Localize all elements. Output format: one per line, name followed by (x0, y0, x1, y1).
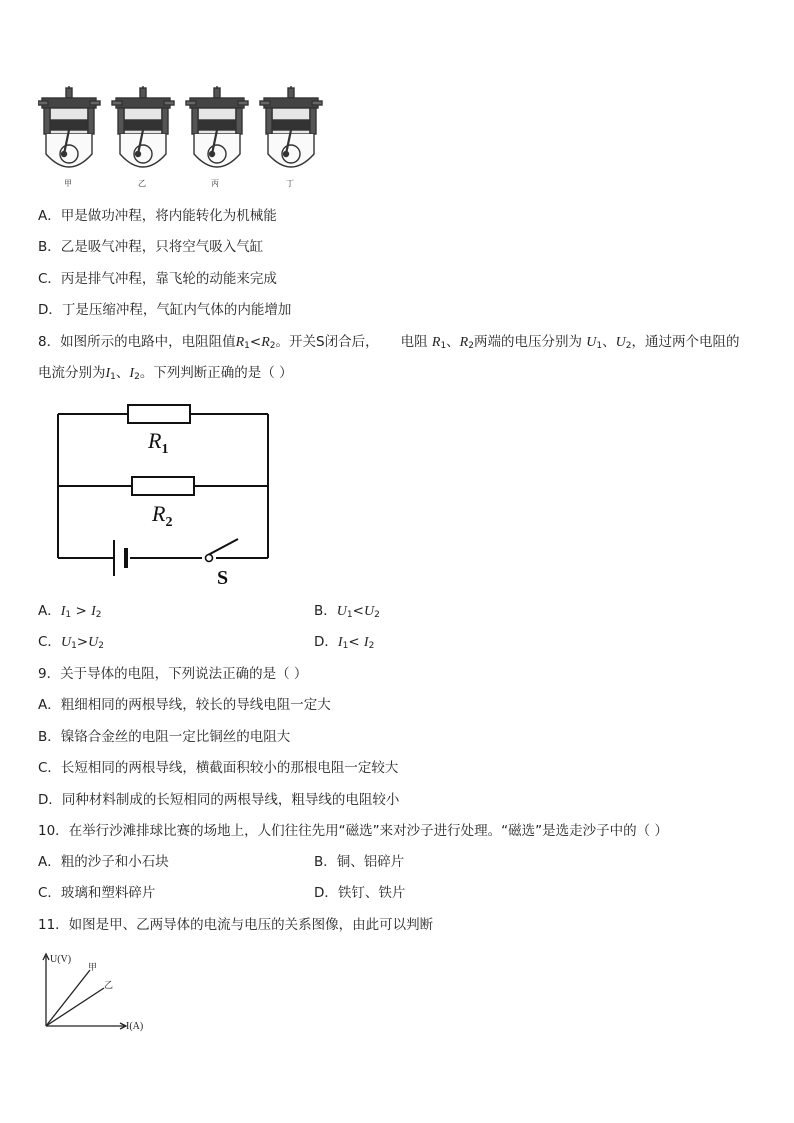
x-axis-label: I(A) (126, 1021, 144, 1032)
switch-s (206, 555, 213, 562)
q8-option-c: C．$U_1>U_2$ (38, 634, 104, 651)
resistor-r2 (132, 477, 194, 495)
q10-option-b: B．铜、铝碎片 (314, 854, 405, 870)
q9-option-a: A．粗细相同的两根导线，较长的导线电阻一定大 (38, 697, 331, 713)
q8-option-b: B．$U_1<U_2$ (314, 603, 380, 620)
q8-option-a: A．$I_1 > I_2$ (38, 603, 102, 620)
switch-label: S (217, 567, 229, 588)
engine-label-yi: 乙 (138, 179, 146, 188)
r2-label: $R_2$ (152, 501, 173, 530)
resistor-r1 (128, 405, 190, 423)
q10-stem: 10．在举行沙滩排球比赛的场地上，人们往往先用“磁选”来对沙子进行处理。“磁选”是选走沙子中的（ ） (38, 823, 668, 839)
q9-option-b: B．镍铬合金丝的电阻一定比铜丝的电阻大 (38, 729, 291, 745)
q7-option-a: A．甲是做功冲程，将内能转化为机械能 (38, 208, 277, 224)
q11-stem: 11．如图是甲、乙两导体的电流与电压的关系图像，由此可以判断 (38, 917, 434, 933)
line-yi (46, 988, 104, 1026)
engine-label-ding: 丁 (286, 179, 294, 188)
q10-option-d: D．铁钉、铁片 (314, 885, 406, 901)
q8-stem-line1: 8．如图所示的电路中，电阻阻值$R_1<R_2$。开关S闭合后， 电阻 $R_1$、$R_2$两端的电压分别为 $U_1$、$U_2$，通过两个电阻的 (38, 334, 740, 351)
engine-label-jia: 甲 (64, 179, 72, 188)
q7-option-b: B．乙是吸气冲程，只将空气吸入气缸 (38, 239, 264, 255)
engine-label-bing: 丙 (211, 179, 219, 188)
q11-ui-graph (38, 950, 168, 1034)
line-yi-label: 乙 (104, 980, 114, 990)
q9-stem: 9．关于导体的电阻，下列说法正确的是（ ） (38, 666, 308, 682)
battery (114, 540, 126, 576)
q10-option-c: C．玻璃和塑料碎片 (38, 885, 156, 901)
q9-option-c: C．长短相同的两根导线，横截面积较小的那根电阻一定较大 (38, 760, 399, 776)
q8-option-d: D．$I_1< I_2$ (314, 634, 375, 651)
q8-stem-line2: 电流分别为$I_1$、$I_2$。下列判断正确的是（ ） (38, 365, 293, 382)
q8-circuit-diagram (50, 398, 280, 588)
line-jia (46, 970, 90, 1026)
engine-strokes-figure (38, 86, 328, 188)
q10-option-a: A．粗的沙子和小石块 (38, 854, 169, 870)
r1-label: $R_1$ (148, 428, 169, 457)
q7-option-c: C．丙是排气冲程，靠飞轮的动能来完成 (38, 271, 277, 287)
line-jia-label: 甲 (88, 962, 98, 972)
q9-option-d: D．同种材料制成的长短相同的两根导线，粗导线的电阻较小 (38, 792, 400, 808)
q7-option-d: D．丁是压缩冲程，气缸内气体的内能增加 (38, 302, 292, 318)
y-axis-label: U(V) (50, 954, 72, 965)
